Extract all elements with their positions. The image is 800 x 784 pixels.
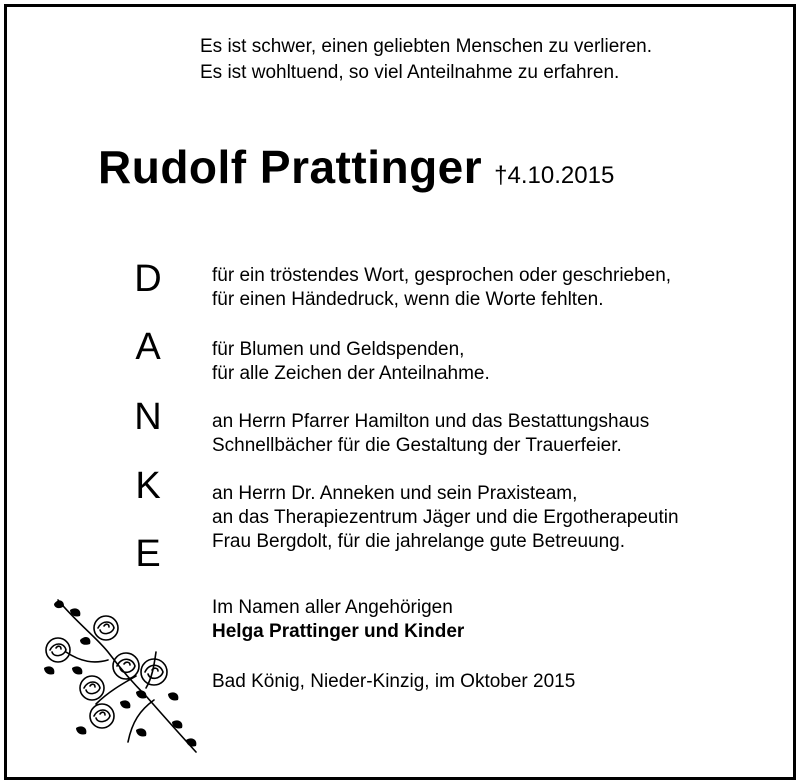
roses-illustration-icon [36,592,206,762]
thanks-paragraph-3 [212,410,649,458]
signature-family: Helga Prattinger und Kinder [212,621,465,642]
signature-block [212,596,464,644]
intro-quote [200,34,652,86]
thanks-paragraph-2 [212,338,490,386]
danke-letter-k: K [135,465,161,507]
deceased-name: Rudolf Prattinger [98,141,483,193]
thanks-line: an Herrn Pfarrer Hamilton und das Bestattungshaus [212,411,650,432]
thanks-paragraph-4 [212,482,679,554]
danke-letter-a: A [135,326,161,368]
thanks-line: an das Therapiezentrum Jäger und die Ergotherapeutin [212,507,679,528]
thanks-line: für Blumen und Geldspenden, [212,339,465,360]
death-date: †4.10.2015 [494,162,615,189]
danke-letter-n: N [134,396,162,438]
thanks-line: für einen Händedruck, wenn die Worte fehlten. [212,289,604,310]
signature-intro: Im Namen aller Angehörigen [212,597,453,618]
thanks-line: Frau Bergdolt, für die jahrelange gute Betreuung. [212,531,625,552]
deceased-heading [98,140,614,194]
place-date: Bad König, Nieder-Kinzig, im Oktober 2015 [212,671,576,692]
thanks-paragraph-1 [212,264,671,312]
intro-line-1: Es ist schwer, einen geliebten Menschen zu verlieren. [200,36,653,57]
danke-letter-e: E [135,533,161,575]
danke-letter-d: D [134,258,162,300]
thanks-line: für ein tröstendes Wort, gesprochen oder geschrieben, [212,265,672,286]
thanks-line: Schnellbächer für die Gestaltung der Trauerfeier. [212,435,622,456]
thanks-line: für alle Zeichen der Anteilnahme. [212,363,490,384]
thanks-line: an Herrn Dr. Anneken und sein Praxisteam, [212,483,578,504]
intro-line-2: Es ist wohltuend, so viel Anteilnahme zu erfahren. [200,62,620,83]
